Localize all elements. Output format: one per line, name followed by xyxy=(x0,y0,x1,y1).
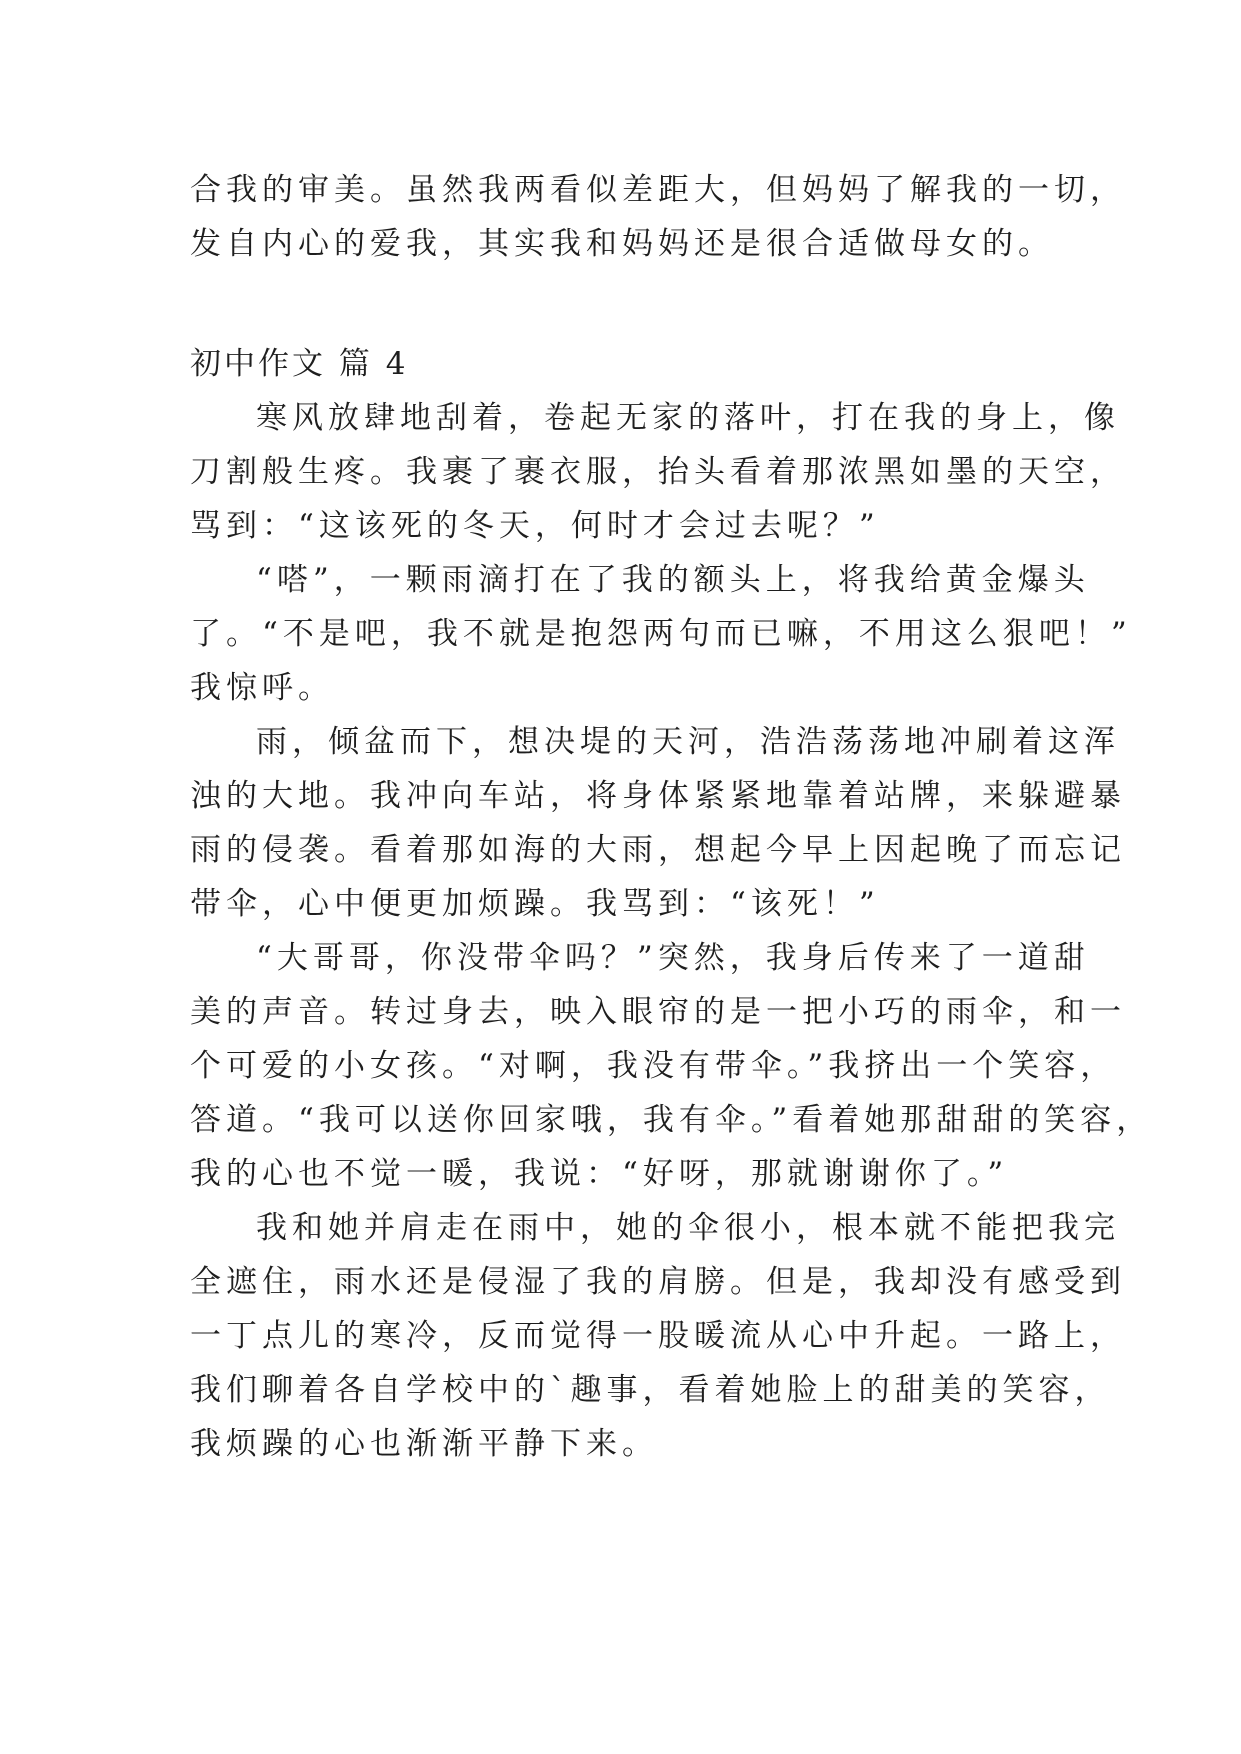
text-line: 我烦躁的心也渐渐平静下来。 xyxy=(190,1426,658,1462)
text-line: 骂到：“这该死的冬天，何时才会过去呢？” xyxy=(190,508,880,544)
text-line: 寒风放肆地刮着，卷起无家的落叶，打在我的身上，像 xyxy=(256,400,1120,436)
text-line: 刀割般生疼。我裹了裹衣服，抬头看着那浓黑如墨的天空， xyxy=(190,454,1126,490)
text-line: 带伞，心中便更加烦躁。我骂到：“该死！” xyxy=(190,886,880,922)
paragraph-2 xyxy=(190,553,1132,715)
text-line: 我惊呼。 xyxy=(190,670,334,706)
paragraph-4 xyxy=(190,931,1153,1201)
text-line: 我和她并肩走在雨中，她的伞很小，根本就不能把我完 xyxy=(256,1210,1120,1246)
section-heading: 初中作文 篇 4 xyxy=(190,346,409,382)
text-line: 答道。“我可以送你回家哦，我有伞。”看着她那甜甜的笑容， xyxy=(190,1102,1153,1138)
paragraph-1 xyxy=(190,391,1126,553)
text-line: 我们聊着各自学校中的`趣事，看着她脸上的甜美的笑容， xyxy=(190,1372,1111,1408)
paragraph-5 xyxy=(190,1201,1126,1471)
text-line: 浊的大地。我冲向车站，将身体紧紧地靠着站牌，来躲避暴 xyxy=(190,778,1126,814)
text-line: 个可爱的小女孩。“对啊，我没有带伞。”我挤出一个笑容， xyxy=(190,1048,1117,1084)
text-line: 我的心也不觉一暖，我说：“好呀，那就谢谢你了。” xyxy=(190,1156,1009,1192)
text-line: 一丁点儿的寒冷，反而觉得一股暖流从心中升起。一路上， xyxy=(190,1318,1126,1354)
text-line: 雨的侵袭。看着那如海的大雨，想起今早上因起晚了而忘记 xyxy=(190,832,1126,868)
text-line: 美的声音。转过身去，映入眼帘的是一把小巧的雨伞，和一 xyxy=(190,994,1126,1030)
text-line: 发自内心的爱我，其实我和妈妈还是很合适做母女的。 xyxy=(190,226,1054,262)
text-line: 了。“不是吧，我不就是抱怨两句而已嘛，不用这么狠吧！” xyxy=(190,616,1132,652)
text-line: “嗒”，一颗雨滴打在了我的额头上，将我给黄金爆头 xyxy=(256,562,1090,598)
text-line: 雨，倾盆而下，想决堤的天河，浩浩荡荡地冲刷着这浑 xyxy=(256,724,1120,760)
continuation-paragraph xyxy=(190,163,1126,271)
text-line: 合我的审美。虽然我两看似差距大，但妈妈了解我的一切， xyxy=(190,172,1126,208)
text-line: “大哥哥，你没带伞吗？”突然，我身后传来了一道甜 xyxy=(256,940,1090,976)
text-line: 全遮住，雨水还是侵湿了我的肩膀。但是，我却没有感受到 xyxy=(190,1264,1126,1300)
essay-body xyxy=(190,391,1153,1471)
paragraph-3 xyxy=(190,715,1126,931)
